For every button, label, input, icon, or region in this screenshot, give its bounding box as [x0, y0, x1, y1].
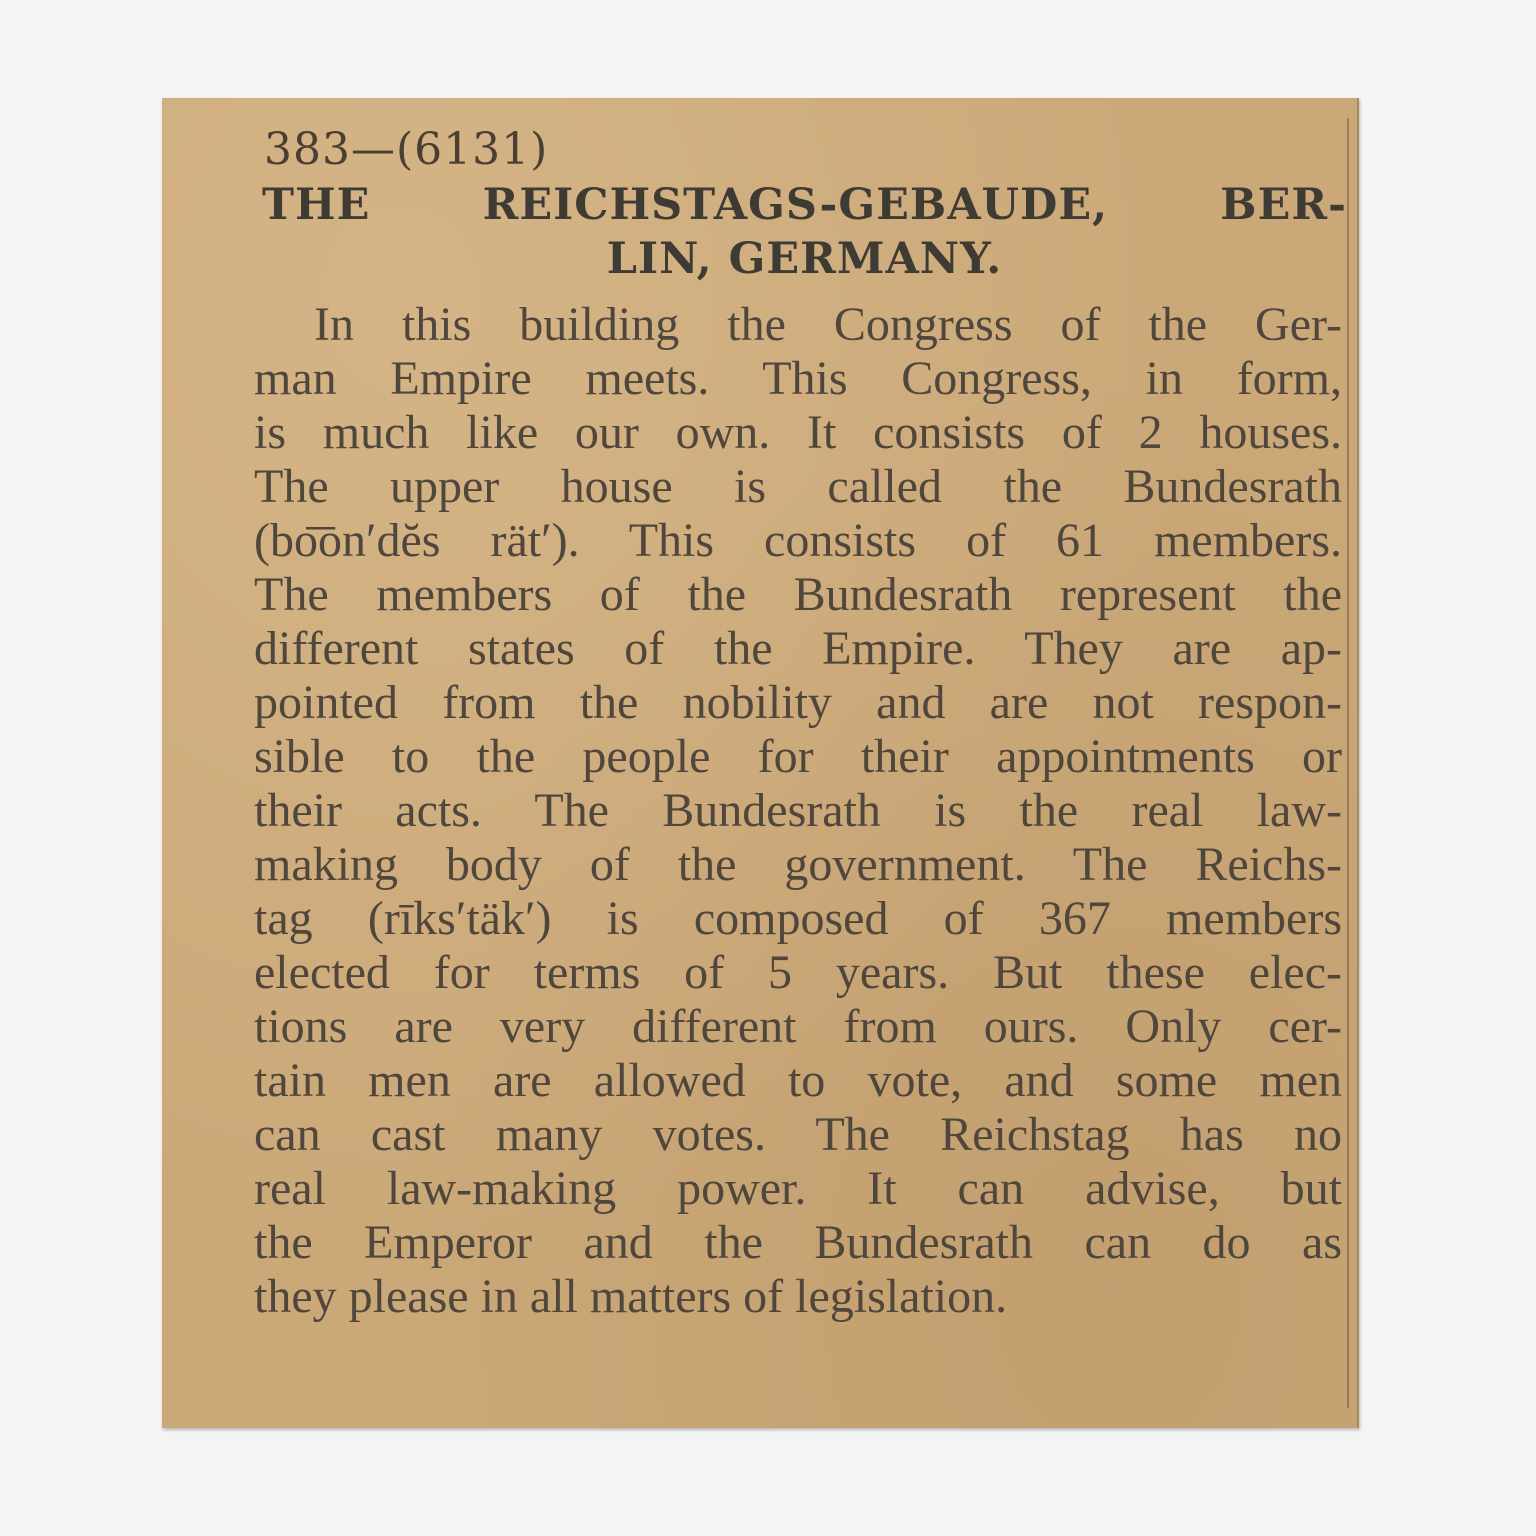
body-line: real law-making power. It can advise, but [254, 1162, 1342, 1215]
body-line: pointed from the nobility and are not respon- [254, 676, 1342, 729]
headline-line: THE REICHSTAGS-GEBAUDE, BER- [262, 180, 1347, 230]
body-line: their acts. The Bundesrath is the real law- [254, 784, 1342, 837]
catalog-number: 383—(6131) [264, 124, 549, 175]
body-line: elected for terms of 5 years. But these elec- [254, 946, 1342, 999]
body-line: The members of the Bundesrath represent the [254, 568, 1342, 621]
body-line: sible to the people for their appointments or [254, 730, 1342, 783]
body-line: can cast many votes. The Reichstag has no [254, 1108, 1342, 1161]
body-line: they please in all matters of legislation. [254, 1270, 1008, 1323]
body-line: (bo͞on′dĕs rät′). This consists of 61 members. [254, 514, 1342, 567]
body-line: is much like our own. It consists of 2 houses. [254, 406, 1342, 459]
stereoview-caption-card [162, 98, 1359, 1428]
card-edge-line [1347, 118, 1349, 1408]
headline-line: LIN, GERMANY. [606, 234, 1003, 284]
body-line: tions are very different from ours. Only cer- [254, 1000, 1342, 1053]
body-line: the Emperor and the Bundesrath can do as [254, 1216, 1342, 1269]
card-headline [262, 178, 1347, 286]
body-line: tain men are allowed to vote, and some men [254, 1054, 1342, 1107]
body-line: different states of the Empire. They are ap- [254, 622, 1342, 675]
body-line: In this building the Congress of the Ger- [314, 298, 1342, 351]
body-line: tag (rīks′täk′) is composed of 367 members [254, 892, 1342, 945]
card-body-text [254, 298, 1342, 1324]
body-line: The upper house is called the Bundesrath [254, 460, 1342, 513]
body-line: man Empire meets. This Congress, in form, [254, 352, 1342, 405]
body-line: making body of the government. The Reichs- [254, 838, 1342, 891]
